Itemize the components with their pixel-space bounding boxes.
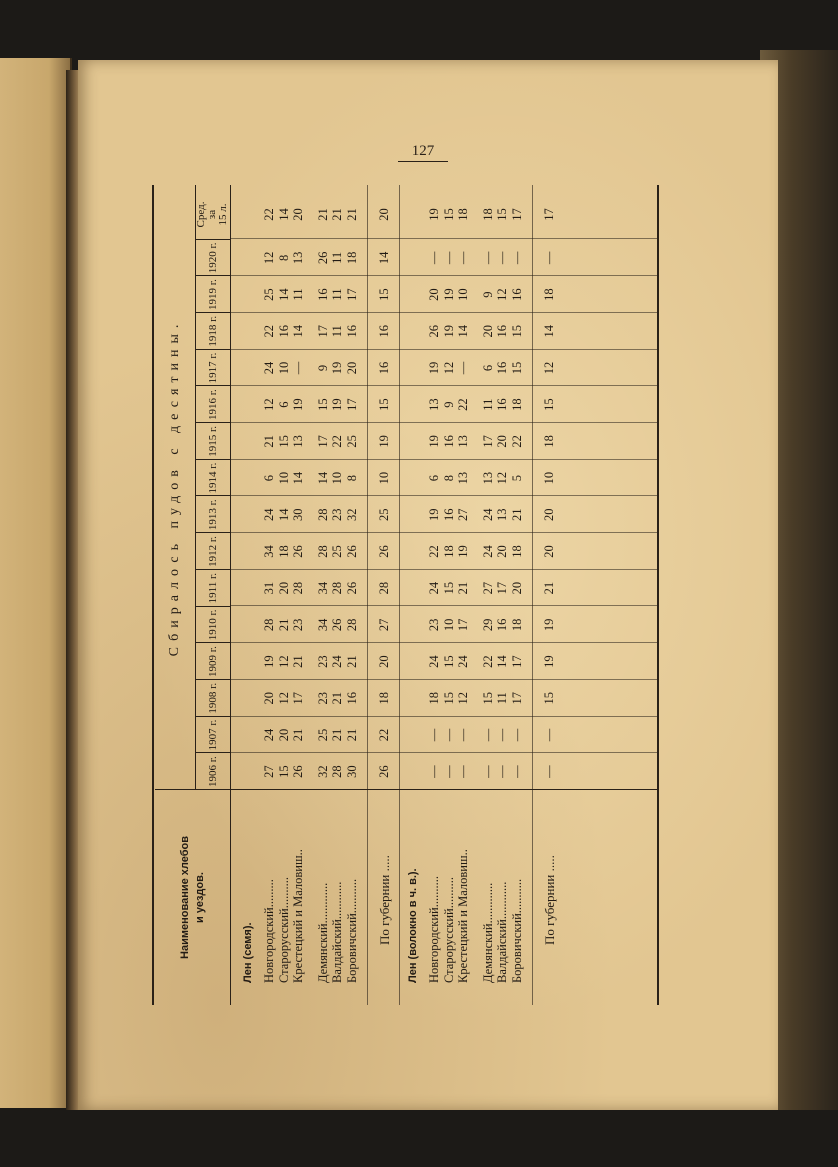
value-cell: 15 <box>509 325 524 338</box>
total-cell: 15 <box>377 288 391 301</box>
value-cell: 26 <box>344 545 359 558</box>
value-cell: 12 <box>262 398 276 411</box>
value-cell: 26 <box>315 251 330 265</box>
value-cell: 15 <box>480 692 495 705</box>
yield-table <box>155 185 665 1005</box>
value-cell: 28 <box>291 581 305 595</box>
total-avg-cell: 20 <box>377 208 391 221</box>
value-cell: — <box>456 251 470 265</box>
value-cell: 31 <box>262 581 276 595</box>
value-cell: 34 <box>262 545 276 558</box>
value-cell: 19 <box>427 435 441 448</box>
value-cell: 11 <box>480 398 495 411</box>
total-divider <box>367 185 368 1005</box>
value-cell: 23 <box>427 618 441 632</box>
avg-header-line: за <box>206 209 218 220</box>
year-header: 1910 г. <box>195 606 230 644</box>
value-cell: 26 <box>291 765 305 778</box>
value-cell: 16 <box>276 325 291 338</box>
value-cell: 5 <box>509 474 524 482</box>
total-cell: 14 <box>377 251 391 265</box>
total-cell: 20 <box>542 508 556 522</box>
value-cell: 25 <box>330 545 344 558</box>
avg-cell: 15 <box>495 208 509 221</box>
value-cell: 18 <box>509 618 524 632</box>
total-cell: 15 <box>377 398 391 411</box>
value-cell: 24 <box>480 508 495 522</box>
header-name-line2: и уездов. <box>193 872 206 923</box>
value-cell: 14 <box>276 508 291 522</box>
avg-cell: 19 <box>427 208 441 221</box>
value-cell: 24 <box>427 581 441 595</box>
avg-header-line: Сред. <box>195 201 207 228</box>
value-cell: 11 <box>330 325 344 338</box>
value-cell: 24 <box>262 361 276 375</box>
value-cell: 20 <box>344 361 359 375</box>
value-cell: — <box>456 361 470 375</box>
value-cell: 6 <box>262 474 276 482</box>
value-cell: 9 <box>315 364 330 372</box>
total-cell: 26 <box>377 545 391 558</box>
value-cell: — <box>509 251 524 265</box>
total-cell: 12 <box>542 361 556 375</box>
avg-cell: 22 <box>262 208 276 221</box>
district-name: Валдайский............ <box>330 881 344 983</box>
total-label: По губернии ..... <box>542 855 557 945</box>
column-divider <box>230 422 657 423</box>
year-header: 1906 г. <box>195 752 230 790</box>
value-cell: 17 <box>344 288 359 301</box>
value-cell: 16 <box>495 398 509 411</box>
value-cell: 25 <box>344 435 359 448</box>
value-cell: 13 <box>456 435 470 448</box>
header-years-row <box>195 185 231 790</box>
table-top-rule <box>152 185 154 1005</box>
value-cell: 13 <box>291 251 305 265</box>
value-cell: 26 <box>427 325 441 338</box>
district-name: Новгородский......... <box>262 879 276 983</box>
value-cell: 23 <box>315 692 330 705</box>
value-cell: 28 <box>315 545 330 558</box>
value-cell: 11 <box>291 288 305 301</box>
page-number: 127 <box>398 143 448 162</box>
avg-cell: 21 <box>315 208 330 221</box>
facing-page <box>0 58 72 1108</box>
year-header: 1914 г. <box>195 459 230 497</box>
value-cell: 14 <box>291 471 305 485</box>
value-cell: 9 <box>480 291 495 298</box>
value-cell: 14 <box>276 288 291 301</box>
header-name-line1: Наименование хлебов <box>178 836 191 959</box>
year-header: 1911 г. <box>195 569 230 607</box>
district-name: Старорусский.......... <box>276 877 291 983</box>
total-cell: 21 <box>542 581 556 595</box>
value-cell: 32 <box>315 765 330 778</box>
avg-cell: 15 <box>441 208 456 221</box>
column-divider <box>230 679 657 680</box>
value-cell: 15 <box>441 692 456 705</box>
value-cell: 17 <box>315 435 330 448</box>
value-cell: 22 <box>262 325 276 338</box>
avg-header-line: 15 л. <box>217 203 229 226</box>
total-cell: — <box>542 251 556 265</box>
value-cell: 23 <box>330 508 344 522</box>
value-cell: — <box>495 765 509 778</box>
value-cell: 19 <box>427 361 441 375</box>
value-cell: 19 <box>456 545 470 558</box>
value-cell: 12 <box>495 471 509 485</box>
value-cell: 16 <box>495 618 509 632</box>
value-cell: 17 <box>456 618 470 632</box>
value-cell: 30 <box>291 508 305 522</box>
value-cell: — <box>441 251 456 265</box>
value-cell: — <box>427 251 441 265</box>
value-cell: 17 <box>495 581 509 595</box>
value-cell: 8 <box>276 254 291 261</box>
value-cell: 21 <box>291 728 305 742</box>
value-cell: 24 <box>480 545 495 558</box>
value-cell: — <box>480 765 495 778</box>
total-cell: 19 <box>542 618 556 632</box>
column-divider <box>230 275 657 276</box>
value-cell: 16 <box>315 288 330 301</box>
value-cell: 8 <box>344 474 359 482</box>
value-cell: 12 <box>262 251 276 265</box>
header-name-column <box>155 789 231 1005</box>
value-cell: 18 <box>427 692 441 705</box>
column-divider <box>230 642 657 643</box>
value-cell: 15 <box>276 435 291 448</box>
value-cell: 15 <box>276 765 291 778</box>
section-title: Лен (волокно в ч. в.). <box>407 868 419 983</box>
value-cell: 26 <box>291 545 305 558</box>
value-cell: 11 <box>330 288 344 301</box>
value-cell: 28 <box>315 508 330 522</box>
value-cell: 18 <box>276 545 291 558</box>
value-cell: 16 <box>344 325 359 338</box>
value-cell: — <box>291 361 305 375</box>
value-cell: 26 <box>344 581 359 595</box>
value-cell: 34 <box>315 618 330 632</box>
total-cell: 20 <box>377 655 391 668</box>
value-cell: 6 <box>480 364 495 372</box>
value-cell: 30 <box>344 765 359 778</box>
value-cell: 12 <box>441 361 456 375</box>
value-cell: 16 <box>344 692 359 705</box>
value-cell: 24 <box>262 728 276 742</box>
value-cell: 19 <box>441 325 456 338</box>
year-header: 1913 г. <box>195 495 230 533</box>
value-cell: 21 <box>330 692 344 705</box>
value-cell: 17 <box>480 435 495 448</box>
value-cell: 13 <box>480 471 495 485</box>
value-cell: 19 <box>441 288 456 301</box>
district-name: Боровичский........... <box>509 878 524 983</box>
value-cell: 24 <box>262 508 276 522</box>
value-cell: 13 <box>456 471 470 485</box>
value-cell: 20 <box>509 581 524 595</box>
value-cell: 19 <box>330 398 344 411</box>
value-cell: 12 <box>456 692 470 705</box>
value-cell: 9 <box>441 401 456 408</box>
value-cell: 21 <box>509 508 524 522</box>
value-cell: 34 <box>315 581 330 595</box>
value-cell: 12 <box>495 288 509 301</box>
value-cell: 12 <box>276 692 291 705</box>
value-cell: 22 <box>456 398 470 411</box>
value-cell: 22 <box>509 435 524 448</box>
avg-cell: 17 <box>509 208 524 221</box>
total-cell: 10 <box>542 471 556 485</box>
district-name: Валдайский............ <box>495 881 509 983</box>
value-cell: 28 <box>344 618 359 632</box>
value-cell: 18 <box>344 251 359 265</box>
district-name: Демянский............. <box>315 882 330 983</box>
value-cell: — <box>441 728 456 742</box>
avg-cell: 21 <box>330 208 344 221</box>
district-name: Крестецкий и Маловиш.. <box>291 849 305 983</box>
year-header: 1915 г. <box>195 422 230 460</box>
value-cell: 27 <box>480 581 495 595</box>
column-divider <box>230 312 657 313</box>
value-cell: 23 <box>315 655 330 668</box>
total-cell: 25 <box>377 508 391 522</box>
value-cell: 16 <box>441 435 456 448</box>
value-cell: 18 <box>509 545 524 558</box>
value-cell: 25 <box>262 288 276 301</box>
value-cell: 20 <box>262 692 276 705</box>
value-cell: 28 <box>330 581 344 595</box>
total-cell: 19 <box>542 655 556 668</box>
year-header: 1920 г. <box>195 239 230 277</box>
value-cell: 22 <box>330 435 344 448</box>
column-divider <box>230 716 657 717</box>
value-cell: 20 <box>495 545 509 558</box>
total-avg-cell: 17 <box>542 208 556 221</box>
total-cell: — <box>542 765 556 778</box>
value-cell: — <box>427 728 441 742</box>
value-cell: 19 <box>427 508 441 522</box>
total-cell: 15 <box>542 692 556 705</box>
value-cell: 20 <box>276 581 291 595</box>
column-divider <box>230 532 657 533</box>
value-cell: 21 <box>344 655 359 668</box>
total-cell: 16 <box>377 325 391 338</box>
column-divider <box>230 349 657 350</box>
value-cell: 15 <box>315 398 330 411</box>
column-divider <box>230 239 657 240</box>
value-cell: 18 <box>441 545 456 558</box>
avg-cell: 18 <box>456 208 470 221</box>
value-cell: 24 <box>456 655 470 668</box>
value-cell: 8 <box>441 474 456 482</box>
district-name: Старорусский.......... <box>441 877 456 983</box>
value-cell: — <box>509 765 524 778</box>
value-cell: 14 <box>495 655 509 668</box>
total-cell: 19 <box>377 435 391 448</box>
value-cell: 19 <box>291 398 305 411</box>
value-cell: 10 <box>276 471 291 485</box>
value-cell: 20 <box>276 728 291 742</box>
value-cell: — <box>495 728 509 742</box>
section-title: Лен (семя). <box>242 922 254 983</box>
value-cell: 28 <box>262 618 276 632</box>
value-cell: 16 <box>495 325 509 338</box>
value-cell: 15 <box>441 581 456 595</box>
value-cell: 10 <box>276 361 291 375</box>
value-cell: — <box>456 728 470 742</box>
total-cell: 18 <box>542 435 556 448</box>
value-cell: 24 <box>330 655 344 668</box>
value-cell: 15 <box>441 655 456 668</box>
value-cell: 16 <box>441 508 456 522</box>
value-cell: — <box>441 765 456 778</box>
value-cell: 11 <box>330 251 344 264</box>
value-cell: 19 <box>330 361 344 375</box>
total-label: По губернии ..... <box>377 855 392 945</box>
total-cell: 10 <box>377 471 391 485</box>
value-cell: 18 <box>509 398 524 411</box>
value-cell: 14 <box>456 325 470 338</box>
value-cell: 26 <box>330 618 344 632</box>
column-divider <box>230 495 657 496</box>
value-cell: 32 <box>344 508 359 522</box>
value-cell: 19 <box>262 655 276 668</box>
value-cell: 20 <box>495 435 509 448</box>
value-cell: 27 <box>262 765 276 778</box>
total-cell: 16 <box>377 361 391 375</box>
total-cell: 26 <box>377 765 391 778</box>
total-cell: — <box>542 728 556 742</box>
table-bottom-rule <box>657 185 659 1005</box>
avg-cell: 21 <box>344 208 359 221</box>
year-header: 1907 г. <box>195 716 230 754</box>
value-cell: 11 <box>495 692 509 705</box>
value-cell: — <box>495 251 509 265</box>
header-main-title: Сбиралось пудов с десятины. <box>155 185 196 790</box>
value-cell: 6 <box>276 401 291 408</box>
year-header: 1916 г. <box>195 385 230 423</box>
value-cell: — <box>456 765 470 778</box>
total-cell: 15 <box>542 398 556 411</box>
total-cell: 18 <box>542 288 556 301</box>
district-name: Демянский............. <box>480 882 495 983</box>
value-cell: 24 <box>427 655 441 668</box>
year-header: 1918 г. <box>195 312 230 350</box>
column-divider <box>230 569 657 570</box>
total-cell: 20 <box>542 545 556 558</box>
value-cell: — <box>509 728 524 742</box>
value-cell: 17 <box>509 655 524 668</box>
value-cell: 13 <box>291 435 305 448</box>
value-cell: 17 <box>315 325 330 338</box>
value-cell: 21 <box>456 581 470 595</box>
district-name: Боровичский........... <box>344 878 359 983</box>
value-cell: — <box>480 251 495 265</box>
value-cell: 25 <box>315 728 330 742</box>
value-cell: 15 <box>509 361 524 375</box>
year-header: 1909 г. <box>195 642 230 680</box>
value-cell: 28 <box>330 765 344 778</box>
total-cell: 22 <box>377 728 391 742</box>
value-cell: 17 <box>509 692 524 705</box>
value-cell: 22 <box>480 655 495 668</box>
year-header: 1917 г. <box>195 349 230 387</box>
value-cell: 22 <box>427 545 441 558</box>
column-divider <box>230 459 657 460</box>
total-cell: 27 <box>377 618 391 632</box>
column-divider <box>230 752 657 753</box>
column-divider <box>230 385 657 386</box>
avg-cell: 20 <box>291 208 305 221</box>
value-cell: 6 <box>427 474 441 482</box>
section-divider <box>399 185 400 1005</box>
value-cell: 21 <box>330 728 344 742</box>
value-cell: 23 <box>291 618 305 632</box>
value-cell: 14 <box>315 471 330 485</box>
avg-cell: 14 <box>276 208 291 221</box>
value-cell: 27 <box>456 508 470 522</box>
total-divider <box>532 185 533 1005</box>
value-cell: 10 <box>441 618 456 632</box>
value-cell: 20 <box>480 325 495 338</box>
year-header: 1912 г. <box>195 532 230 570</box>
value-cell: 21 <box>262 435 276 448</box>
year-header: 1908 г. <box>195 679 230 717</box>
value-cell: 10 <box>330 471 344 485</box>
value-cell: 21 <box>291 655 305 668</box>
value-cell: 17 <box>344 398 359 411</box>
value-cell: 13 <box>427 398 441 411</box>
district-name: Новгородский.......... <box>427 876 441 983</box>
value-cell: 16 <box>495 361 509 375</box>
total-cell: 28 <box>377 581 391 595</box>
value-cell: 29 <box>480 618 495 632</box>
value-cell: 21 <box>344 728 359 742</box>
avg-cell: 18 <box>480 208 495 221</box>
value-cell: 20 <box>427 288 441 301</box>
column-divider <box>230 606 657 607</box>
total-cell: 14 <box>542 325 556 338</box>
value-cell: 17 <box>291 692 305 705</box>
year-header: 1919 г. <box>195 275 230 313</box>
district-name: Крестецкий и Маловиш.. <box>456 849 470 983</box>
value-cell: — <box>427 765 441 778</box>
value-cell: 10 <box>456 288 470 301</box>
value-cell: 12 <box>276 655 291 668</box>
value-cell: 21 <box>276 618 291 632</box>
value-cell: 13 <box>495 508 509 522</box>
total-cell: 18 <box>377 692 391 705</box>
value-cell: — <box>480 728 495 742</box>
value-cell: 14 <box>291 325 305 338</box>
value-cell: 16 <box>509 288 524 301</box>
avg-header <box>195 190 230 240</box>
